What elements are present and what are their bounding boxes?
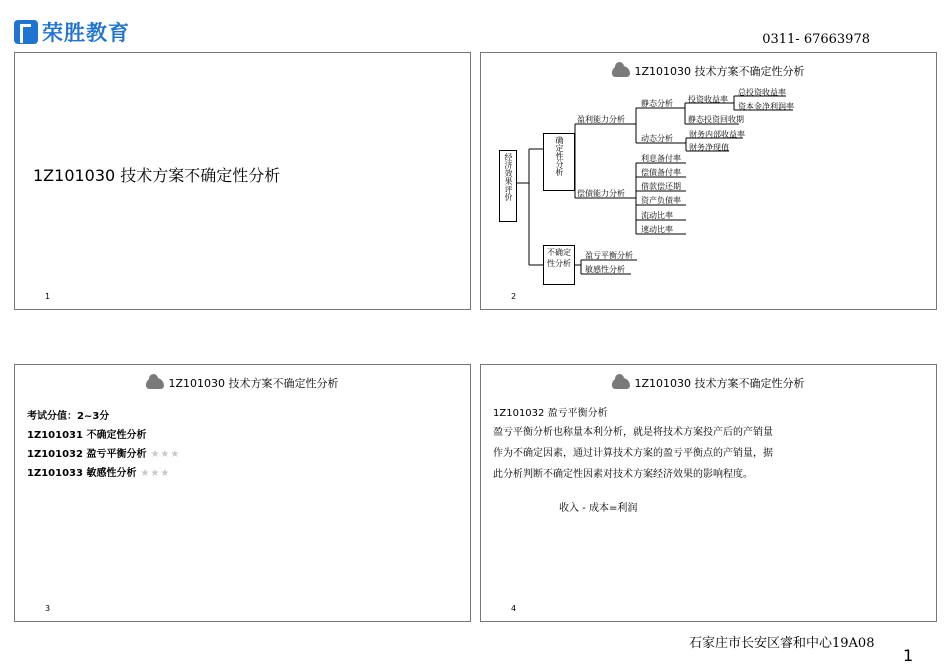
tree-branch-uncertainty-label: 不确定性分析 (547, 248, 571, 268)
tree-branch-certainty (543, 133, 575, 191)
tree-node-irr: 财务内部收益率 (689, 130, 745, 139)
exam-score-line (27, 407, 109, 422)
paragraph-line: 盈亏平衡分析也称量本利分析，就是将技术方案投产后的产销量 (493, 427, 773, 438)
tree-node-asset-liab: 资产负债率 (641, 196, 681, 205)
topic-line (27, 426, 146, 441)
slide-number: 2 (511, 292, 517, 301)
slide-header (481, 375, 936, 391)
cloud-icon (146, 378, 164, 389)
star-rating-icon: ★★★ (140, 468, 171, 479)
logo-text: 荣胜教育 (42, 21, 130, 45)
tree-branch-uncertainty (543, 245, 575, 285)
company-logo (14, 18, 130, 46)
tree-node-npv: 财务净现值 (689, 143, 729, 152)
tree-node-total-inv-rate: 总投资收益率 (738, 88, 786, 97)
formula: 收入 - 成本=利润 (559, 503, 638, 514)
slide-title: 1Z101030 技术方案不确定性分析 (33, 166, 281, 185)
paragraph-line: 作为不确定因素，通过计算技术方案的盈亏平衡点的产销量，据 (493, 448, 773, 459)
slide-1 (14, 52, 471, 310)
topic-line (27, 464, 170, 479)
tree-node-quick-ratio: 速动比率 (641, 225, 673, 234)
tree-root (499, 150, 517, 222)
tree-node-dynamic: 动态分析 (641, 134, 673, 143)
slide-number: 4 (511, 604, 517, 613)
phone-number: 0311- 67663978 (762, 32, 870, 47)
footer-address: 石家庄市长安区睿和中心19A08 (689, 636, 875, 651)
slide-number: 3 (45, 604, 51, 613)
cloud-icon (612, 378, 630, 389)
tree-node-solvency: 偿债能力分析 (577, 189, 625, 198)
tree-node-breakeven: 盈亏平衡分析 (585, 251, 633, 260)
tree-node-loan-period: 借款偿还期 (641, 182, 681, 191)
slide-header-text: 1Z101030 技术方案不确定性分析 (168, 377, 339, 390)
tree-node-static-payback: 静态投资回收期 (688, 115, 744, 124)
tree-node-sensitivity: 敏感性分析 (585, 265, 625, 274)
tree-node-profit: 盈利能力分析 (577, 115, 625, 124)
slide-header-text: 1Z101030 技术方案不确定性分析 (634, 377, 805, 390)
tree-node-static: 静态分析 (641, 99, 673, 108)
paragraph-line: 此分析判断不确定性因素对技术方案经济效果的影响程度。 (493, 469, 753, 480)
slide-header (15, 375, 470, 391)
slide-subtitle: 1Z101032 盈亏平衡分析 (493, 408, 608, 419)
tree-node-interest-cov: 利息备付率 (641, 154, 681, 163)
slide-3 (14, 364, 471, 622)
line-text: 1Z101031 不确定性分析 (27, 430, 147, 441)
slide-4 (480, 364, 937, 622)
line-text: 考试分值：2~3分 (27, 411, 110, 422)
line-text: 1Z101032 盈亏平衡分析 (27, 449, 147, 460)
tree-node-debt-cov: 偿债备付率 (641, 168, 681, 177)
slide-number: 1 (45, 292, 51, 301)
page-number: 1 (903, 646, 914, 665)
tree-node-inv-rate: 投资收益率 (688, 95, 728, 104)
tree-node-current-ratio: 流动比率 (641, 211, 673, 220)
slide-2 (480, 52, 937, 310)
topic-line (27, 445, 180, 460)
tree-root-label: 经济效果评价 (504, 153, 513, 201)
rongsheng-logo-icon (14, 20, 38, 44)
tree-node-capital-profit-rate: 资本金净利润率 (738, 102, 794, 111)
star-rating-icon: ★★★ (150, 449, 181, 460)
tree-branch-certainty-label: 确定性分析 (555, 136, 564, 176)
slide-header-text: 1Z101030 技术方案不确定性分析 (634, 65, 805, 78)
line-text: 1Z101033 敏感性分析 (27, 468, 137, 479)
